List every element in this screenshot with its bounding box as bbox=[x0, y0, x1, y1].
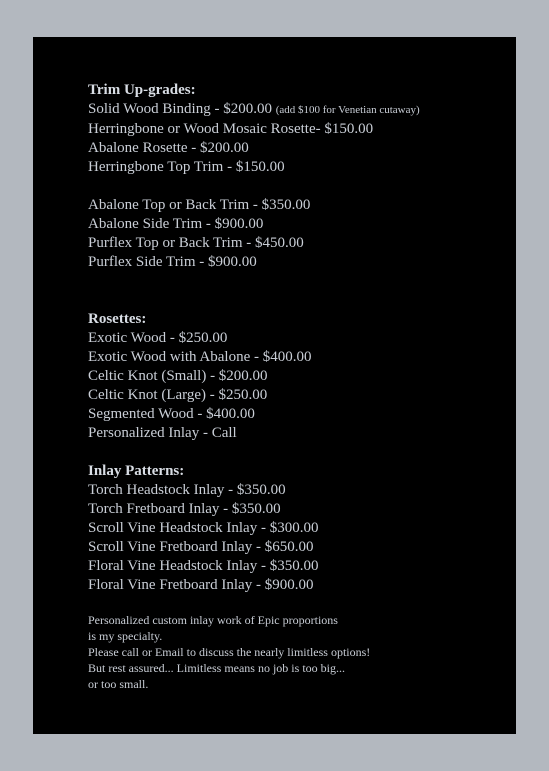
inlay-patterns-heading: Inlay Patterns: bbox=[88, 463, 185, 479]
rosettes-heading: Rosettes: bbox=[88, 311, 147, 327]
price-list-panel bbox=[33, 37, 516, 734]
spacer bbox=[88, 177, 516, 196]
list-item-text: Solid Wood Binding - $200.00 bbox=[88, 101, 272, 117]
spacer bbox=[88, 272, 516, 310]
list-item: Herringbone or Wood Mosaic Rosette- $150.00 bbox=[88, 121, 374, 137]
rosettes-section bbox=[88, 310, 516, 443]
trim-upgrades-heading: Trim Up-grades: bbox=[88, 82, 196, 98]
list-item: Purflex Top or Back Trim - $450.00 bbox=[88, 235, 304, 251]
list-item: Torch Fretboard Inlay - $350.00 bbox=[88, 501, 281, 517]
spacer bbox=[88, 595, 516, 612]
list-item: Purflex Side Trim - $900.00 bbox=[88, 254, 257, 270]
list-item: Exotic Wood - $250.00 bbox=[88, 330, 228, 346]
note-line: But rest assured... Limitless means no job is too big... bbox=[88, 661, 345, 675]
note-line: Personalized custom inlay work of Epic proportions bbox=[88, 613, 338, 627]
list-item: Floral Vine Headstock Inlay - $350.00 bbox=[88, 558, 319, 574]
list-item: Abalone Rosette - $200.00 bbox=[88, 140, 249, 156]
list-item: Torch Headstock Inlay - $350.00 bbox=[88, 482, 286, 498]
inlay-patterns-section bbox=[88, 462, 516, 595]
list-item: Exotic Wood with Abalone - $400.00 bbox=[88, 349, 312, 365]
list-item: Herringbone Top Trim - $150.00 bbox=[88, 159, 285, 175]
venetian-cutaway-note: (add $100 for Venetian cutaway) bbox=[275, 104, 420, 116]
list-item: Celtic Knot (Large) - $250.00 bbox=[88, 387, 268, 403]
note-line: or too small. bbox=[88, 677, 149, 691]
list-item: Floral Vine Fretboard Inlay - $900.00 bbox=[88, 577, 314, 593]
list-item: Abalone Side Trim - $900.00 bbox=[88, 216, 264, 232]
list-item: Segmented Wood - $400.00 bbox=[88, 406, 255, 422]
list-item bbox=[88, 100, 516, 120]
list-item: Celtic Knot (Small) - $200.00 bbox=[88, 368, 268, 384]
list-item: Abalone Top or Back Trim - $350.00 bbox=[88, 197, 311, 213]
trim-upgrades-section bbox=[88, 81, 516, 272]
list-item: Scroll Vine Fretboard Inlay - $650.00 bbox=[88, 539, 314, 555]
specialty-note bbox=[88, 612, 516, 692]
note-line: is my specialty. bbox=[88, 629, 163, 643]
spacer bbox=[88, 443, 516, 462]
list-item: Scroll Vine Headstock Inlay - $300.00 bbox=[88, 520, 319, 536]
list-item: Personalized Inlay - Call bbox=[88, 425, 237, 441]
note-line: Please call or Email to discuss the nearly limitless options! bbox=[88, 645, 371, 659]
